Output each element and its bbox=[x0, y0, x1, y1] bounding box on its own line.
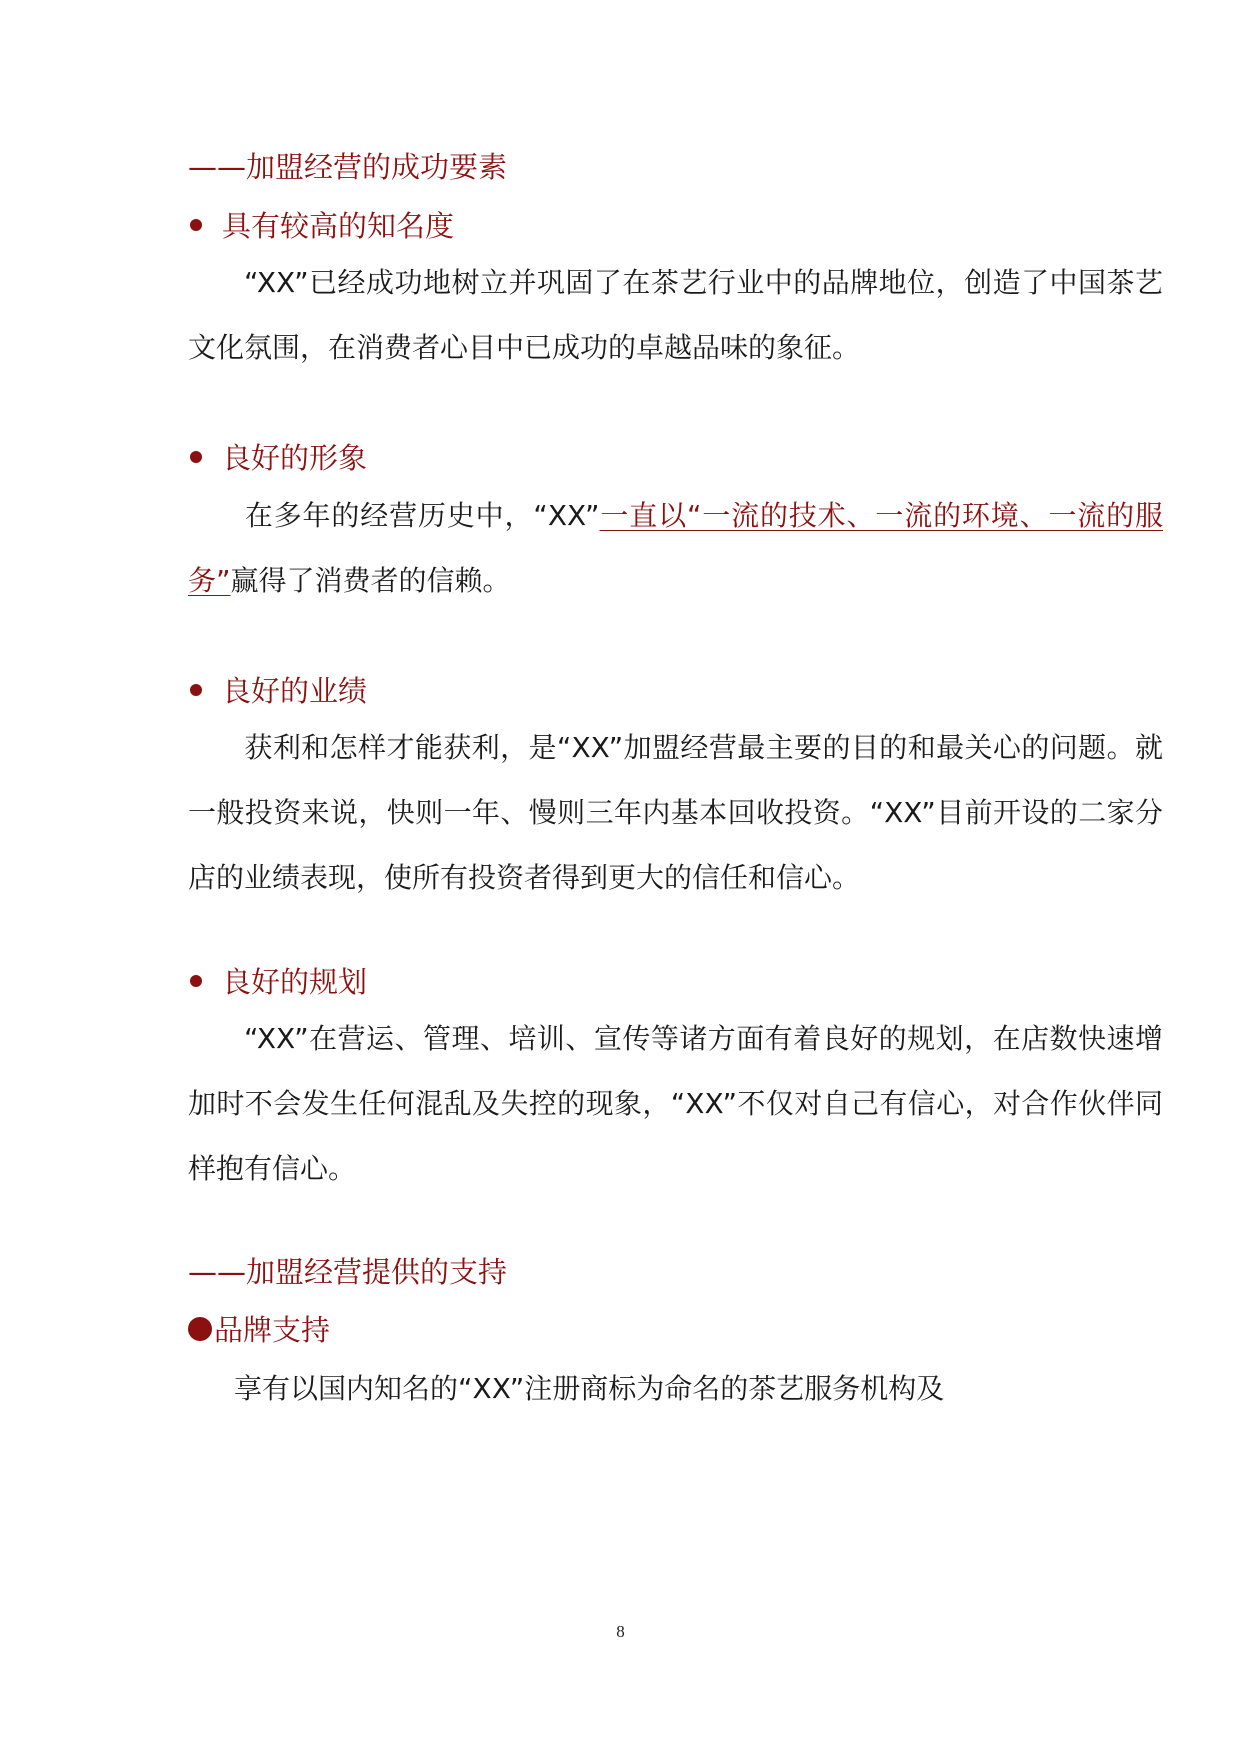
paragraph-good-planning: “XX”在营运、管理、培训、宣传等诸方面有着良好的规划，在店数快速增加时不会发生任何混乱及失控的现象，“XX”不仅对自己有信心，对合作伙伴同样抱有信心。 bbox=[188, 1022, 1163, 1185]
bullet-dot-icon bbox=[190, 219, 202, 231]
bullet-title: 具有较高的知名度 bbox=[222, 209, 455, 243]
bullet-heading-brand-support bbox=[188, 1308, 330, 1349]
bullet-dot-icon bbox=[188, 1317, 212, 1341]
bullet-dot-icon bbox=[190, 975, 202, 987]
bullet-title: 品牌支持 bbox=[214, 1313, 331, 1347]
bullet-title: 良好的形象 bbox=[222, 441, 368, 475]
bullet-heading-good-performance bbox=[190, 669, 367, 710]
section-heading-support: ——加盟经营提供的支持 bbox=[188, 1255, 508, 1289]
slogan-link[interactable]: 一直以“一流的技术、一流的环境、一流的服务” bbox=[188, 499, 1163, 597]
bullet-dot-icon bbox=[190, 684, 202, 696]
page-number: 8 bbox=[616, 1622, 625, 1641]
bullet-heading-brand-awareness bbox=[190, 204, 454, 245]
paragraph-good-image: 在多年的经营历史中，“XX”一直以“一流的技术、一流的环境、一流的服务”赢得了消费者的信赖。 bbox=[188, 499, 1163, 597]
paragraph-brand-support: 享有以国内知名的“XX”注册商标为命名的茶艺服务机构及 bbox=[234, 1372, 945, 1405]
bullet-heading-good-planning bbox=[190, 960, 367, 1001]
paragraph-good-performance: 获利和怎样才能获利，是“XX”加盟经营最主要的目的和最关心的问题。就一般投资来说，快则一年、慢则三年内基本回收投资。“XX”目前开设的二家分店的业绩表现，使所有投资者得到更大的信任和信心。 bbox=[188, 731, 1163, 894]
paragraph-brand-awareness: “XX”已经成功地树立并巩固了在茶艺行业中的品牌地位，创造了中国茶艺文化氛围，在消费者心目中已成功的卓越品味的象征。 bbox=[188, 266, 1163, 364]
bullet-dot-icon bbox=[190, 451, 202, 463]
bullet-title: 良好的业绩 bbox=[222, 674, 368, 708]
section-heading-success-factors: ——加盟经营的成功要素 bbox=[188, 150, 508, 184]
bullet-heading-good-image bbox=[190, 436, 367, 477]
bullet-title: 良好的规划 bbox=[222, 965, 368, 999]
